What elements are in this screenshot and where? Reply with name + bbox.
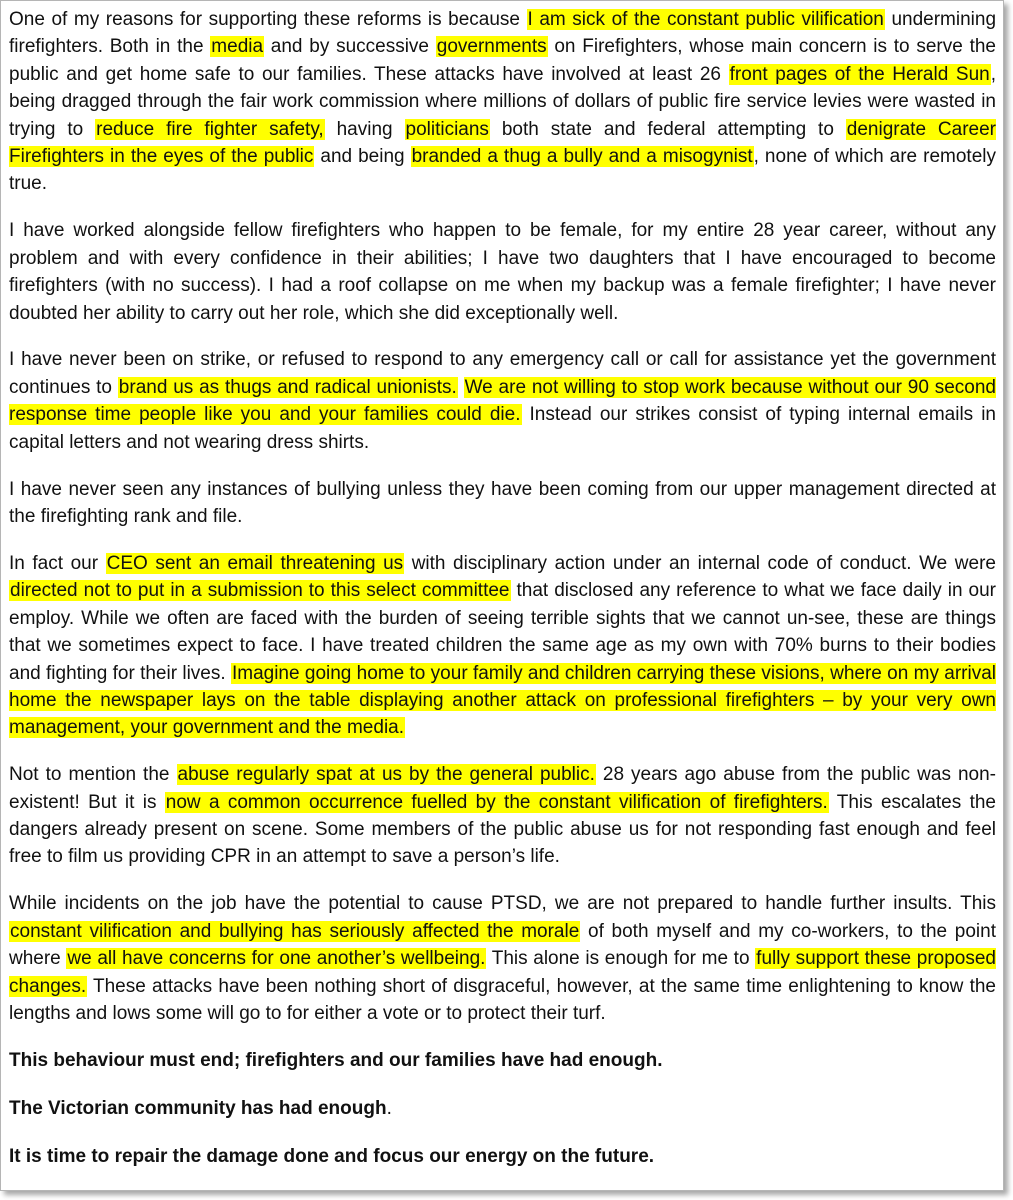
text-segment: , none of which are remotely true. [9,146,996,195]
text-segment: and being [314,146,411,168]
highlighted-text: front pages of the Herald Sun [729,63,990,85]
text-segment: While incidents on the job have the potential to cause PTSD, we are not prepared to handle further insults. This [9,893,996,915]
text-segment: This alone is enough for me to [486,948,756,970]
highlighted-text: I am sick of the constant public vilification [527,9,884,30]
text-segment: of both myself and my co-workers, to the point where [9,920,996,970]
highlighted-text: now a common occurrence fuelled by the constant vilification of firefighters. [165,791,828,813]
highlighted-text: Imagine going home to your family and children carrying these visions, where on my arrival home the newspaper lays on the table displaying another attack on professional firefighters – by your very own management, your government and the media. [9,662,996,739]
highlighted-text: media [211,36,264,58]
paragraph-1 [9,6,996,198]
text-segment: I have worked alongside fellow firefighters who happen to be female, for my entire 28 year career, without any problem and with every confidence in their abilities; I have two daughters that I have encouraged to become firefighters (with no success). I had a roof collapse on me when my backup was a female firefighter; I have never doubted her ability to carry out her role, which she did exceptionally well. [9,220,996,324]
text-segment: Not to mention the [9,764,177,786]
document-body [9,6,996,1191]
text-segment: This behaviour must end; firefighters and our families have had enough. [9,1049,663,1071]
highlighted-text: politicians [405,118,489,140]
text-segment: The Victorian community has had enough [9,1097,387,1119]
paragraph-8 [9,1047,996,1074]
highlighted-text: directed not to put in a submission to this select committee [10,580,510,602]
highlighted-text: constant vilification and bullying has seriously affected the morale [10,920,580,942]
text-segment [458,377,464,398]
paragraph-6 [9,761,996,871]
highlighted-text: reduce fire fighter safety, [96,118,324,140]
highlighted-text: we all have concerns for one another’s wellbeing. [67,948,486,970]
text-segment: I have never been on strike, or refused to respond to any emergency call or call for assistance yet the government continues to [9,349,996,398]
highlighted-text: brand us as thugs and radical unionists. [118,376,457,398]
highlighted-text: fully support these proposed changes. [9,948,996,997]
paragraph-4 [9,476,996,531]
highlighted-text: branded a thug a bully and a misogynist [411,146,753,168]
paragraph-9 [9,1095,996,1122]
text-segment: and by successive [264,36,436,58]
highlighted-text: abuse regularly spat at us by the general public. [177,764,595,786]
text-segment: on Firefighters, whose main concern is to serve the public and get home safe to our families. These attacks have involved at least 26 [9,36,996,85]
paragraph-3 [9,346,996,456]
text-segment: that disclosed any reference to what we face daily in our employ. While we often are faced with the burden of seeing terrible sights that we cannot un-see, these are things that we sometimes expect to face. I have treated children the same age as my own with 70% burns to their bodies and fighting for their lives. [9,580,996,684]
highlighted-text: denigrate Career Firefighters in the eyes of the public [9,118,997,168]
text-segment: having [324,118,405,140]
highlighted-text: CEO sent an email threatening us [106,552,404,574]
text-segment: One of my reasons for supporting these reforms is because [9,9,527,30]
paragraph-5 [9,550,996,742]
text-segment: 28 years ago abuse from the public was non-existent! But it is [9,764,996,813]
highlighted-text: We are not willing to stop work because without our 90 second response time people like you and your families could die. [9,376,996,426]
highlighted-text: governments [436,36,547,58]
paragraph-7 [9,890,996,1027]
paragraph-2 [9,217,996,327]
text-segment: with disciplinary action under an internal code of conduct. We were [404,552,996,574]
text-segment: , being dragged through the fair work commission where millions of dollars of public fire service levies were wasted in trying to [9,63,997,140]
paragraph-10 [9,1143,996,1170]
text-segment: Instead our strikes consist of typing internal emails in capital letters and not wearing dress shirts. [9,404,996,453]
text-segment: I have never seen any instances of bullying unless they have been coming from our upper management directed at the firefighting rank and file. [9,478,996,527]
text-segment: This escalates the dangers already present on scene. Some members of the public abuse us for not responding fast enough and feel free to film us providing CPR in an attempt to save a person’s life. [9,791,996,868]
text-segment: undermining firefighters. Both in the [9,9,997,58]
text-segment: It is time to repair the damage done and focus our energy on the future. [9,1145,655,1167]
text-segment: These attacks have been nothing short of disgraceful, however, at the same time enlightening to know the lengths and lows some will go to for either a vote or to protect their turf. [9,975,996,1024]
text-segment: . [386,1097,392,1119]
text-segment: both state and federal attempting to [489,118,846,140]
text-segment: In fact our [9,552,106,574]
